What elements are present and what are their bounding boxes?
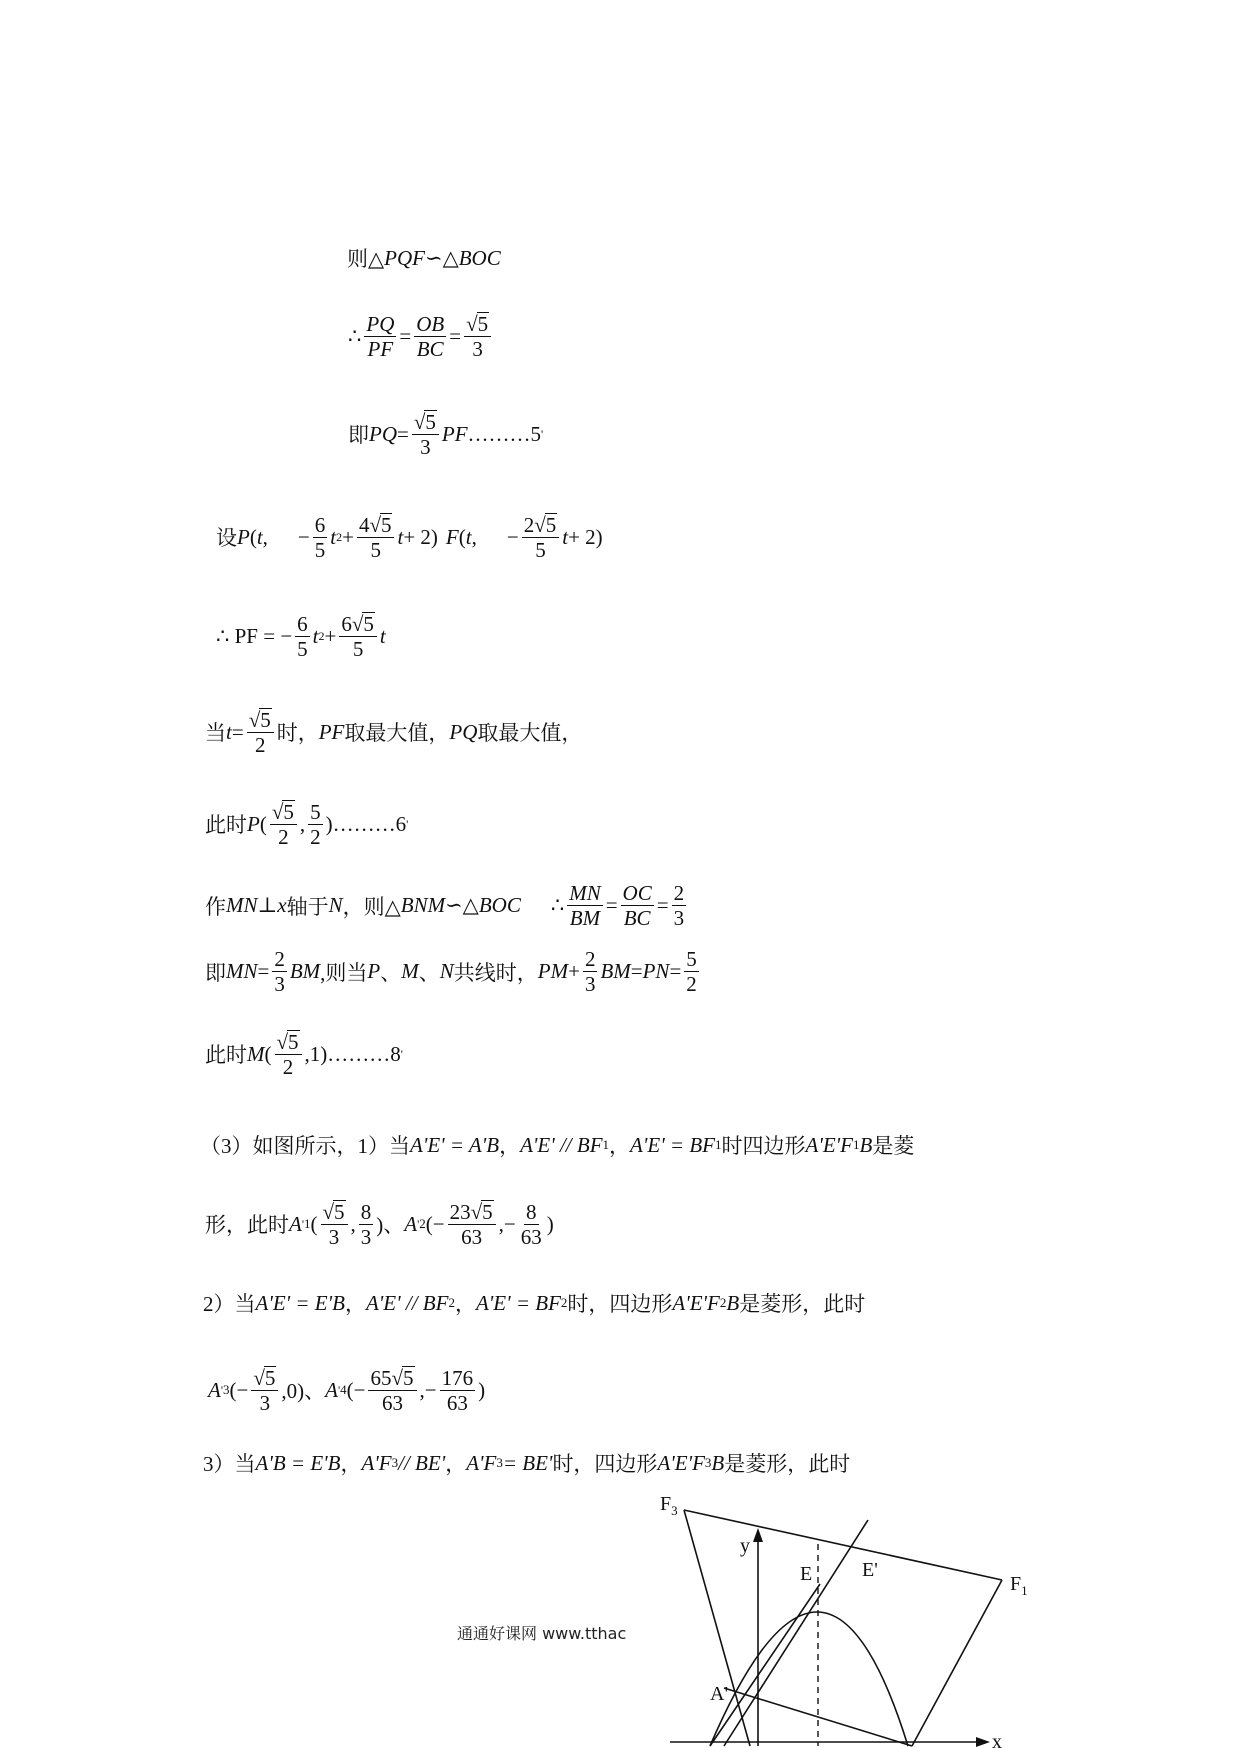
line-mn-perpendicular: 作 MN ⊥ x 轴于 N ，则△ BNM ∽△ BOC ∴ $\frac{MN}{BM}$ = $\frac{OC}{BC}$ = $\frac{2}{3}$ — [205, 881, 685, 931]
label-e: E — [800, 1563, 813, 1585]
label-f1: $F_1$ — [1010, 1573, 1028, 1598]
line-m-point: 此时 M ( $\frac{√5}{2}$ ,1) ………8 ' — [205, 1030, 403, 1080]
line-set-p-f: 设 P ( t , − $\frac{6}{5}$ t 2 + $\frac{4√5}{5}$ t + 2) F ( t , − $\frac{2√5}{5}$ t + 2) — [216, 512, 603, 563]
label-f3: $F_3$ — [660, 1493, 678, 1518]
geometry-figure — [640, 1488, 1060, 1748]
parabola-curve — [710, 1612, 908, 1746]
label-y: y — [740, 1535, 750, 1557]
line-part3-case2: 2）当 A'E' = E'B ， A'E' // BF 2 ， A'E' = BF 2 时，四边形 A'E'F 2 B 是菱形，此时 — [203, 1290, 866, 1316]
x-axis-arrow — [976, 1737, 990, 1747]
line-max-value: 当 t = $\frac{√5}{2}$ 时， PF 取最大值， PQ 取最大值， — [205, 708, 583, 758]
line-p-point: 此时 P ( $\frac{√5}{2}$ , $\frac{5}{2}$ ) ………6 ' — [205, 799, 409, 850]
label-x: x — [992, 1731, 1002, 1748]
line-a1-a2-points: 形，此时 A ' 1 ( $\frac{√5}{3}$ , $\frac{8}{3}$ )、 A ' 2 (− $\frac{23√5}{63}$ ,− $\frac{8}{63}$ ) — [205, 1199, 554, 1250]
label-a-prime: A' — [710, 1683, 729, 1705]
segment-f1-b — [912, 1580, 1002, 1746]
segment-a-prime-e — [710, 1584, 820, 1746]
line-pf-expression: ∴ PF = − $\frac{6}{5}$ t 2 + $\frac{6√5}{5}$ t — [216, 611, 386, 662]
line-collinear: 即 MN = $\frac{2}{3}$ BM ,则当 P 、 M 、 N 共线时， PM + $\frac{2}{3}$ BM = PN = $\frac{5}{2}$ — [205, 947, 697, 997]
label-e-prime: E' — [862, 1559, 878, 1581]
line-a3-a4-points: A ' 3 (− $\frac{√5}{3}$ ,0)、 A ' 4 (− $\frac{65√5}{63}$ ,− $\frac{176}{63}$ ) — [208, 1365, 486, 1416]
segment-f3-f1 — [684, 1510, 1002, 1580]
y-axis-arrow — [753, 1528, 763, 1542]
footer-watermark: 通通好课网 www.tthac — [457, 1624, 627, 1643]
line-ratio-pq-pf: ∴ $\frac{PQ}{PF}$ = $\frac{OB}{BC}$ = $\frac{√5}{3}$ — [348, 312, 494, 360]
line-part3-case1: （3）如图所示，1）当 A'E' = A'B ， A'E' // BF 1 ， A'E' = BF 1 时四边形 A'E'F 1 B 是菱 — [200, 1132, 915, 1158]
segment-a-prime-b — [724, 1688, 912, 1746]
line-part3-case3: 3）当 A'B = E'B ， A'F 3 // BE' ， A'F 3 = BE' 时，四边形 A'E'F 3 B 是菱形，此时 — [203, 1450, 851, 1476]
line-similar-triangles-pqf: 则△ PQF ∽△ BOC — [347, 245, 501, 271]
line-pq-equals: 即 PQ = $\frac{√5}{3}$ PF ………5 ' — [348, 410, 544, 460]
